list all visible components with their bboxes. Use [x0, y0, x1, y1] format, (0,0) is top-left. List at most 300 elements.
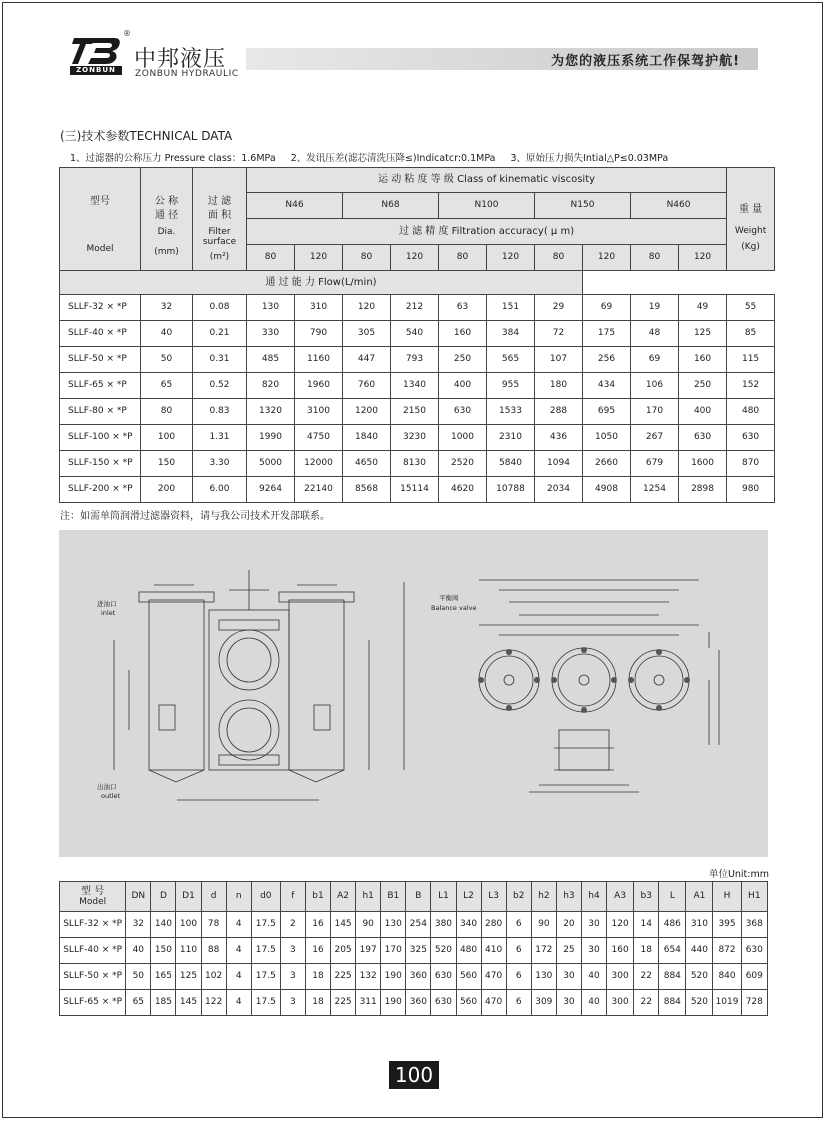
data-cell: 955: [487, 373, 535, 399]
data-cell: 0.08: [193, 295, 247, 321]
dim-value-cell: 380: [431, 912, 456, 938]
data-cell: 200: [141, 477, 193, 503]
model-cell: SLLF-50 × *P: [60, 347, 141, 373]
dim-value-cell: 560: [456, 990, 481, 1016]
data-cell: 4620: [439, 477, 487, 503]
data-cell: 3100: [295, 399, 343, 425]
grade-cell: N68: [343, 193, 439, 219]
dim-value-cell: 360: [406, 964, 431, 990]
dim-header-cell: B1: [381, 882, 406, 912]
dim-value-cell: 395: [713, 912, 741, 938]
dim-value-cell: 6: [506, 964, 531, 990]
dim-model-header: [60, 882, 126, 912]
dim-value-cell: 190: [381, 964, 406, 990]
grade-cell: N460: [631, 193, 727, 219]
filter-header-en1: Filter: [208, 227, 231, 237]
technical-data-table: [59, 167, 775, 503]
dia-header-cn1: 公 称: [154, 196, 179, 207]
data-cell: 5840: [487, 451, 535, 477]
data-cell: 2150: [391, 399, 439, 425]
dim-value-cell: 30: [556, 964, 581, 990]
dim-header-cell: B: [406, 882, 431, 912]
accuracy-cell: 120: [487, 245, 535, 271]
balance-valve-label-en: Balance valve: [431, 604, 477, 612]
dim-value-cell: 145: [331, 912, 356, 938]
dim-value-cell: 884: [659, 964, 686, 990]
data-cell: 310: [295, 295, 343, 321]
dim-header-cell: n: [226, 882, 251, 912]
data-cell: 1340: [391, 373, 439, 399]
dimension-table-header: [60, 882, 768, 912]
weight-header-cn: 重 量: [738, 204, 763, 215]
table-note: 注：如需单筒润滑过滤器资料，请与我公司技术开发部联系。: [60, 511, 330, 522]
data-cell: 160: [439, 321, 487, 347]
accuracy-cell: 80: [631, 245, 679, 271]
data-cell: 820: [247, 373, 295, 399]
spec-notes: [70, 150, 680, 164]
accuracy-cell: 120: [391, 245, 439, 271]
table-row: [60, 425, 775, 451]
dim-value-cell: 197: [356, 938, 381, 964]
data-cell: 160: [679, 347, 727, 373]
data-cell: 106: [631, 373, 679, 399]
data-cell: 40: [141, 321, 193, 347]
data-cell: 48: [631, 321, 679, 347]
dim-value-cell: 470: [481, 990, 506, 1016]
dim-value-cell: 884: [659, 990, 686, 1016]
dim-header-cell: b3: [634, 882, 659, 912]
dim-value-cell: 172: [531, 938, 556, 964]
filter-drawing-svg: [59, 530, 768, 857]
dim-value-cell: 88: [201, 938, 226, 964]
data-cell: 447: [343, 347, 391, 373]
data-cell: 80: [141, 399, 193, 425]
table-row: [60, 347, 775, 373]
dia-header-cn2: 通 径: [154, 209, 179, 221]
data-cell: 630: [727, 425, 775, 451]
data-cell: 10788: [487, 477, 535, 503]
data-cell: 65: [141, 373, 193, 399]
dim-value-cell: 728: [741, 990, 767, 1016]
data-cell: 12000: [295, 451, 343, 477]
inlet-label-cn: 进油口: [97, 600, 117, 608]
table-row: [60, 938, 768, 964]
model-header-cn: 型号: [90, 196, 110, 207]
data-cell: 50: [141, 347, 193, 373]
dim-value-cell: 30: [556, 990, 581, 1016]
accuracy-cell: 120: [679, 245, 727, 271]
unit-label: 单位Unit:mm: [708, 869, 769, 880]
dim-value-cell: 40: [126, 938, 151, 964]
dim-value-cell: 17.5: [251, 912, 280, 938]
data-cell: 760: [343, 373, 391, 399]
accuracy-cell: 120: [583, 245, 631, 271]
dim-value-cell: 165: [151, 964, 176, 990]
dim-value-cell: 310: [686, 912, 713, 938]
data-cell: 125: [679, 321, 727, 347]
model-header-en: Model: [86, 243, 114, 254]
dim-value-cell: 3: [280, 938, 305, 964]
data-cell: 2310: [487, 425, 535, 451]
data-cell: 436: [535, 425, 583, 451]
data-cell: 1254: [631, 477, 679, 503]
model-cell: SLLF-100 × *P: [60, 425, 141, 451]
dim-value-cell: 40: [581, 990, 606, 1016]
data-cell: 1000: [439, 425, 487, 451]
dim-value-cell: 17.5: [251, 990, 280, 1016]
data-cell: 3.30: [193, 451, 247, 477]
data-cell: 0.21: [193, 321, 247, 347]
data-cell: 107: [535, 347, 583, 373]
dim-value-cell: 280: [481, 912, 506, 938]
outlet-label-en: outlet: [101, 792, 120, 800]
data-cell: 1960: [295, 373, 343, 399]
dim-header-cell: b1: [305, 882, 330, 912]
dim-value-cell: 560: [456, 964, 481, 990]
data-cell: 6.00: [193, 477, 247, 503]
data-cell: 15114: [391, 477, 439, 503]
dim-header-cell: d: [201, 882, 226, 912]
table-row: [60, 373, 775, 399]
data-cell: 679: [631, 451, 679, 477]
data-cell: 212: [391, 295, 439, 321]
dim-model-cell: SLLF-65 × *P: [60, 990, 126, 1016]
dim-value-cell: 90: [531, 912, 556, 938]
data-cell: 250: [439, 347, 487, 373]
dim-value-cell: 4: [226, 938, 251, 964]
data-cell: 2898: [679, 477, 727, 503]
dim-model-header-cn: 型 号: [81, 885, 105, 897]
dim-value-cell: 32: [126, 912, 151, 938]
dim-value-cell: 30: [581, 912, 606, 938]
data-cell: 400: [439, 373, 487, 399]
data-cell: 69: [631, 347, 679, 373]
dim-value-cell: 410: [481, 938, 506, 964]
table-row: [60, 399, 775, 425]
dim-value-cell: 470: [481, 964, 506, 990]
dim-value-cell: 18: [305, 990, 330, 1016]
model-header: [60, 168, 141, 271]
dim-value-cell: 160: [607, 938, 634, 964]
data-cell: 29: [535, 295, 583, 321]
dim-value-cell: 132: [356, 964, 381, 990]
dim-header-cell: L: [659, 882, 686, 912]
data-cell: 400: [679, 399, 727, 425]
dim-value-cell: 300: [607, 990, 634, 1016]
grade-cell: N100: [439, 193, 535, 219]
note-indicator: 2、发讯压差(滤芯清洗压降≤)Indicatcr:0.1MPa: [290, 153, 496, 164]
dim-value-cell: 205: [331, 938, 356, 964]
dim-header-cell: H1: [741, 882, 767, 912]
data-cell: 0.31: [193, 347, 247, 373]
dim-value-cell: 18: [305, 964, 330, 990]
data-cell: 1840: [343, 425, 391, 451]
section-title: (三)技术参数TECHNICAL DATA: [60, 129, 233, 143]
dim-value-cell: 630: [431, 990, 456, 1016]
weight-header-unit: (Kg): [741, 241, 760, 252]
model-cell: SLLF-32 × *P: [60, 295, 141, 321]
dim-model-cell: SLLF-32 × *P: [60, 912, 126, 938]
dia-header: [141, 168, 193, 271]
dim-value-cell: 3: [280, 964, 305, 990]
data-cell: 2034: [535, 477, 583, 503]
logo-wordmark: ZONBUN: [70, 66, 122, 75]
dim-value-cell: 50: [126, 964, 151, 990]
data-cell: 4650: [343, 451, 391, 477]
data-cell: 32: [141, 295, 193, 321]
data-cell: 8568: [343, 477, 391, 503]
table-row: [60, 295, 775, 321]
data-cell: 175: [583, 321, 631, 347]
dim-value-cell: 630: [431, 964, 456, 990]
data-cell: 22140: [295, 477, 343, 503]
dim-header-cell: D1: [176, 882, 201, 912]
data-cell: 1990: [247, 425, 295, 451]
data-cell: 49: [679, 295, 727, 321]
outlet-label-cn: 出油口: [97, 783, 117, 791]
viscosity-header: 运 动 粘 度 等 级 Class of kinematic viscosity: [247, 168, 727, 193]
data-cell: 1200: [343, 399, 391, 425]
dim-value-cell: 110: [176, 938, 201, 964]
dim-model-cell: SLLF-40 × *P: [60, 938, 126, 964]
weight-header: [727, 168, 775, 271]
data-cell: 565: [487, 347, 535, 373]
grade-cell: N150: [535, 193, 631, 219]
model-cell: SLLF-40 × *P: [60, 321, 141, 347]
data-cell: 1600: [679, 451, 727, 477]
dim-value-cell: 170: [381, 938, 406, 964]
dim-value-cell: 840: [713, 964, 741, 990]
model-cell: SLLF-65 × *P: [60, 373, 141, 399]
dim-value-cell: 654: [659, 938, 686, 964]
data-cell: 0.83: [193, 399, 247, 425]
dia-header-unit: (mm): [154, 247, 179, 258]
data-cell: 793: [391, 347, 439, 373]
data-cell: 100: [141, 425, 193, 451]
filter-header-cn1: 过 滤: [207, 196, 232, 207]
dim-value-cell: 486: [659, 912, 686, 938]
dim-value-cell: 14: [634, 912, 659, 938]
dim-value-cell: 4: [226, 990, 251, 1016]
data-cell: 150: [141, 451, 193, 477]
table-row: [60, 321, 775, 347]
dim-header-cell: L1: [431, 882, 456, 912]
dim-value-cell: 65: [126, 990, 151, 1016]
data-cell: 1094: [535, 451, 583, 477]
filter-surface-header: [193, 168, 247, 271]
dim-value-cell: 22: [634, 964, 659, 990]
note-pressure: 1、过滤器的公称压力 Pressure class：1.6MPa: [70, 153, 276, 164]
slogan-text: 为您的液压系统工作保驾护航!: [551, 54, 740, 69]
dim-value-cell: 145: [176, 990, 201, 1016]
dia-header-en: Dia.: [157, 227, 176, 237]
data-cell: 8130: [391, 451, 439, 477]
dim-value-cell: 30: [581, 938, 606, 964]
dim-header-cell: L2: [456, 882, 481, 912]
dim-value-cell: 6: [506, 990, 531, 1016]
data-cell: 1160: [295, 347, 343, 373]
dim-value-cell: 2: [280, 912, 305, 938]
model-cell: SLLF-80 × *P: [60, 399, 141, 425]
dim-value-cell: 311: [356, 990, 381, 1016]
registered-mark: ®: [123, 29, 131, 38]
data-cell: 2660: [583, 451, 631, 477]
accuracy-cell: 80: [535, 245, 583, 271]
dim-header-cell: A2: [331, 882, 356, 912]
dim-value-cell: 225: [331, 990, 356, 1016]
technical-data-body: [60, 295, 775, 503]
data-cell: 1050: [583, 425, 631, 451]
dim-value-cell: 309: [531, 990, 556, 1016]
data-cell: 695: [583, 399, 631, 425]
dim-value-cell: 125: [176, 964, 201, 990]
dim-value-cell: 630: [741, 938, 767, 964]
data-cell: 630: [439, 399, 487, 425]
data-cell: 4750: [295, 425, 343, 451]
table-row: [60, 477, 775, 503]
data-cell: 9264: [247, 477, 295, 503]
data-cell: 250: [679, 373, 727, 399]
dimension-table: [59, 881, 768, 1016]
dim-value-cell: 150: [151, 938, 176, 964]
data-cell: 85: [727, 321, 775, 347]
inlet-label-en: inlet: [101, 609, 116, 617]
dim-value-cell: 340: [456, 912, 481, 938]
accuracy-cell: 120: [295, 245, 343, 271]
data-cell: 540: [391, 321, 439, 347]
dim-header-cell: DN: [126, 882, 151, 912]
dim-value-cell: 6: [506, 912, 531, 938]
model-cell: SLLF-150 × *P: [60, 451, 141, 477]
dim-value-cell: 1019: [713, 990, 741, 1016]
dim-value-cell: 90: [356, 912, 381, 938]
dim-value-cell: 360: [406, 990, 431, 1016]
dim-value-cell: 17.5: [251, 938, 280, 964]
accuracy-cell: 80: [247, 245, 295, 271]
dim-value-cell: 18: [634, 938, 659, 964]
dim-value-cell: 40: [581, 964, 606, 990]
data-cell: 5000: [247, 451, 295, 477]
dim-value-cell: 190: [381, 990, 406, 1016]
dim-header-cell: h2: [531, 882, 556, 912]
table-row: [60, 990, 768, 1016]
dim-value-cell: 130: [531, 964, 556, 990]
data-cell: 1320: [247, 399, 295, 425]
dim-value-cell: 3: [280, 990, 305, 1016]
data-cell: 980: [727, 477, 775, 503]
data-cell: 790: [295, 321, 343, 347]
dim-value-cell: 520: [431, 938, 456, 964]
data-cell: 69: [583, 295, 631, 321]
company-name-en: ZONBUN HYDRAULIC: [135, 69, 239, 79]
dim-value-cell: 440: [686, 938, 713, 964]
data-cell: 3230: [391, 425, 439, 451]
dim-value-cell: 480: [456, 938, 481, 964]
dim-value-cell: 17.5: [251, 964, 280, 990]
dim-value-cell: 22: [634, 990, 659, 1016]
data-cell: 152: [727, 373, 775, 399]
dim-value-cell: 140: [151, 912, 176, 938]
dim-value-cell: 520: [686, 990, 713, 1016]
data-cell: 1533: [487, 399, 535, 425]
dim-header-cell: h3: [556, 882, 581, 912]
data-cell: 180: [535, 373, 583, 399]
filter-header-unit: (m²): [209, 251, 230, 262]
filter-header-en2: surface: [202, 237, 237, 248]
dim-header-cell: D: [151, 882, 176, 912]
dim-value-cell: 120: [607, 912, 634, 938]
company-name-cn: 中邦液压: [134, 47, 227, 72]
data-cell: 1.31: [193, 425, 247, 451]
dim-value-cell: 4: [226, 912, 251, 938]
data-cell: 384: [487, 321, 535, 347]
data-cell: 288: [535, 399, 583, 425]
data-cell: 63: [439, 295, 487, 321]
data-cell: 120: [343, 295, 391, 321]
dimension-drawing: [59, 530, 768, 857]
data-cell: 485: [247, 347, 295, 373]
data-cell: 256: [583, 347, 631, 373]
dim-value-cell: 520: [686, 964, 713, 990]
data-cell: 267: [631, 425, 679, 451]
data-cell: 330: [247, 321, 295, 347]
flow-header: 通 过 能 力 Flow(L/min): [60, 271, 583, 295]
dim-value-cell: 25: [556, 938, 581, 964]
dim-header-cell: b2: [506, 882, 531, 912]
grade-cell: N46: [247, 193, 343, 219]
dim-model-header-en: Model: [79, 897, 107, 908]
data-cell: 19: [631, 295, 679, 321]
dim-value-cell: 185: [151, 990, 176, 1016]
data-cell: 305: [343, 321, 391, 347]
dim-value-cell: 16: [305, 938, 330, 964]
dim-value-cell: 254: [406, 912, 431, 938]
dim-header-cell: A3: [607, 882, 634, 912]
slogan-bar: [246, 48, 758, 70]
page-number: 100: [389, 1061, 439, 1089]
accuracy-cell: 80: [439, 245, 487, 271]
accuracy-header: 过 滤 精 度 Filtration accuracy( μ m): [247, 219, 727, 245]
dim-value-cell: 872: [713, 938, 741, 964]
data-cell: 434: [583, 373, 631, 399]
dim-value-cell: 6: [506, 938, 531, 964]
table-row: [60, 451, 775, 477]
dim-header-cell: L3: [481, 882, 506, 912]
data-cell: 630: [679, 425, 727, 451]
dim-header-cell: A1: [686, 882, 713, 912]
data-cell: 480: [727, 399, 775, 425]
dim-value-cell: 4: [226, 964, 251, 990]
data-cell: 170: [631, 399, 679, 425]
accuracy-cell: 80: [343, 245, 391, 271]
note-pressure-loss: 3、原始压力损失Intial△P≤0.03MPa: [510, 153, 669, 164]
data-cell: 115: [727, 347, 775, 373]
dim-value-cell: 368: [741, 912, 767, 938]
dim-header-cell: H: [713, 882, 741, 912]
weight-header-en: Weight: [734, 225, 767, 236]
balance-valve-label-cn: 平衡阀: [439, 594, 459, 602]
dim-header-cell: h4: [581, 882, 606, 912]
dim-value-cell: 130: [381, 912, 406, 938]
model-cell: SLLF-200 × *P: [60, 477, 141, 503]
data-cell: 72: [535, 321, 583, 347]
dim-header-cell: h1: [356, 882, 381, 912]
data-cell: 151: [487, 295, 535, 321]
dim-model-cell: SLLF-50 × *P: [60, 964, 126, 990]
dim-value-cell: 122: [201, 990, 226, 1016]
dimension-table-body: [60, 912, 768, 1016]
dim-value-cell: 102: [201, 964, 226, 990]
